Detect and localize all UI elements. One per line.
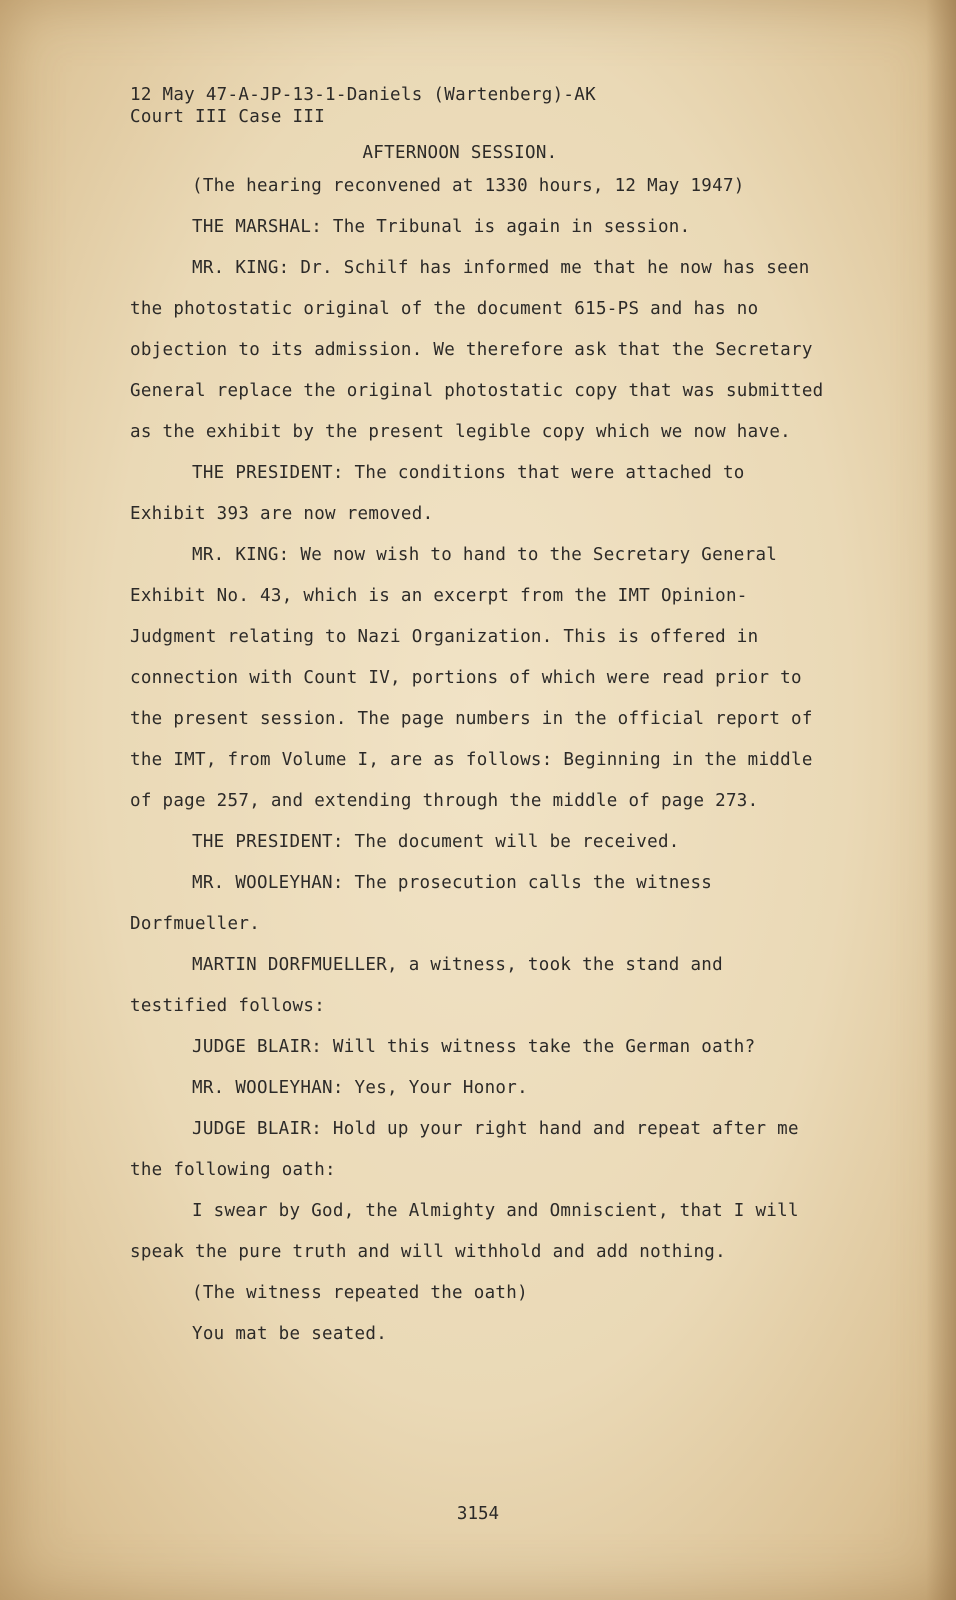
header-line-2: Court III Case III (130, 107, 326, 127)
session-title: AFTERNOON SESSION. (362, 143, 558, 163)
paragraph: MR. WOOLEYHAN: The prosecution calls the witness Dorfmueller. (130, 873, 713, 934)
paragraph: (The hearing reconvened at 1330 hours, 12 May 1947) (192, 176, 745, 196)
page-edge-shadow (926, 0, 956, 1600)
paragraph: (The witness repeated the oath) (192, 1283, 528, 1303)
paragraph: THE MARSHAL: The Tribunal is again in session. (192, 217, 691, 237)
header-line-1: 12 May 47-A-JP-13-1-Daniels (Wartenberg)-AK (130, 85, 596, 105)
paragraph: JUDGE BLAIR: Hold up your right hand and repeat after me the following oath: (130, 1119, 799, 1180)
paragraph: You mat be seated. (192, 1324, 388, 1344)
paragraph: THE PRESIDENT: The conditions that were attached to Exhibit 393 are now removed. (130, 463, 745, 524)
paragraph: MR. WOOLEYHAN: Yes, Your Honor. (192, 1078, 528, 1098)
paragraph: I swear by God, the Almighty and Omniscient, that I will speak the pure truth and will withhold and add nothing. (130, 1201, 799, 1262)
page-number: 3154 (456, 1504, 500, 1524)
paragraph: JUDGE BLAIR: Will this witness take the German oath? (192, 1037, 756, 1057)
paragraph: MR. KING: We now wish to hand to the Secretary General Exhibit No. 43, which is an excerpt from the IMT Opinion-Judgment relating to Nazi Organization. This is offered in connection with Count IV, portions of which were read prior to the present session. The page numbers in the official report of the IMT, from Volume I, are as follows: Beginning in the middle of page 257, and extending through the middle of page 273. (130, 545, 813, 811)
paragraph: MARTIN DORFMUELLER, a witness, took the stand and testified follows: (130, 955, 723, 1016)
paragraph: MR. KING: Dr. Schilf has informed me that he now has seen the photostatic original of the document 615-PS and has no objection to its admission. We therefore ask that the Secretary General replace the original photostatic copy that was submitted as the exhibit by the present legible copy which we now have. (130, 258, 824, 442)
paragraph: THE PRESIDENT: The document will be received. (192, 832, 680, 852)
transcript-body (130, 84, 830, 1355)
